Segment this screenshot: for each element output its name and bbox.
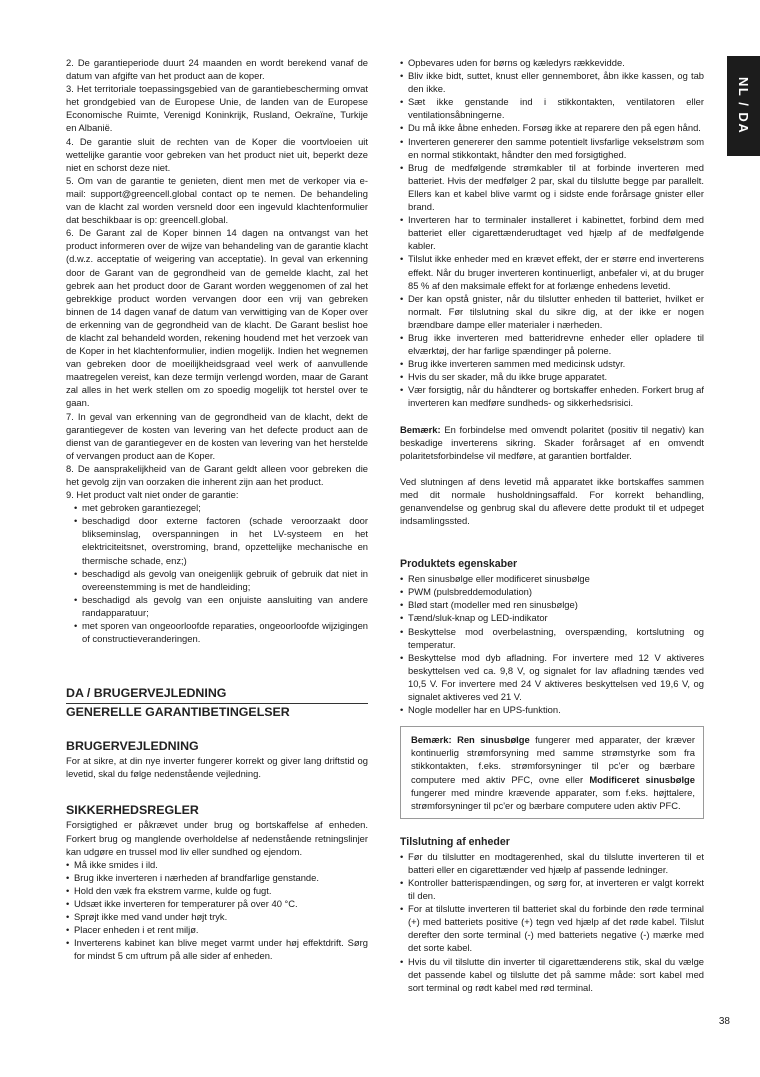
feature-item: • Beskyttelse mod dyb afladning. For invertere med 12 V aktiveres beskyttelsen ved ca. 9,8 V, og signalet for lav afladning tændes ved 10,5 V. For invertere med 24 V aktiveres beskyttelsen ved 19,6 V, og signalet aktiveres ved 21 V. bbox=[400, 651, 704, 703]
note-text: fungerer med mindre krævende apparater, som f.eks. højttalere, strømforsyninger til pc'er og bærbare computere uden aktiv PFC. bbox=[411, 786, 695, 811]
nl-paragraph: 4. De garantie sluit de rechten van de Koper die voortvloeien uit wettelijke garantie voor gebreken van het product niet uit, beperkt deze niet en schorst deze niet. bbox=[66, 135, 368, 173]
safety-item: • Hold den væk fra ekstrem varme, kulde og fugt. bbox=[66, 884, 368, 897]
feature-item: • Blød start (modeller med ren sinusbølge) bbox=[400, 598, 704, 611]
safety-item: • Opbevares uden for børns og kæledyrs rækkevidde. bbox=[400, 56, 704, 69]
polarity-label: Bemærk: bbox=[400, 423, 441, 435]
nl-exclusion-item: • met gebroken garantiezegel; bbox=[66, 501, 368, 514]
manual-title: BRUGERVEJLEDNING bbox=[66, 739, 199, 754]
feature-item: • Ren sinusbølge eller modificeret sinusbølge bbox=[400, 572, 704, 585]
nl-exclusion-item: • beschadigd als gevolg van een onjuiste aansluiting van andere randapparatuur; bbox=[66, 593, 368, 619]
safety-item: • Hvis du ser skader, må du ikke bruge apparatet. bbox=[400, 370, 704, 383]
safety-item: • Må ikke smides i ild. bbox=[66, 858, 368, 871]
safety-item: • Der kan opstå gnister, når du tilslutter enheden til batteriet, hvilket er normalt. Før tilslutning skal du sikre dig, at der ikke er nogen brændbare dampe eller materialer i nærheden. bbox=[400, 292, 704, 331]
language-tab bbox=[727, 56, 760, 156]
safety-item: • Placer enheden i et rent miljø. bbox=[66, 923, 368, 936]
nl-paragraph: 7. In geval van erkenning van de gegrondheid van de klacht, dekt de garantiegever de kosten van levering van het defecte product aan de dienst van de garantiegever en de kosten van levering van het herstelde of vervangen product aan de Koper. bbox=[66, 410, 368, 461]
connection-item: • Før du tilslutter en modtagerenhed, skal du tilslutte inverteren til et batteri eller en cigarettænder ved hjælp af passende ledninger. bbox=[400, 850, 704, 876]
left-column bbox=[66, 56, 368, 962]
polarity-note bbox=[400, 423, 704, 462]
safety-item: • Brug de medfølgende strømkabler til at forbinde inverteren med batteriet. Hvis der medfølger 2 par, skal du tilslutte begge par parallelt. Ellers kan et kabel blive varmt og i sidste ende forårsage gnister eller brand. bbox=[400, 161, 704, 213]
safety-item: • Inverterens kabinet kan blive meget varmt under høj effektdrift. Sørg for mindst 5 cm uftrum på alle sider af enheden. bbox=[66, 936, 368, 962]
safety-item: • Inverteren genererer den samme potentielt livsfarlige vekselstrøm som en normal stikkontakt, håndter den med forsigtighed. bbox=[400, 135, 704, 161]
safety-intro: Forsigtighed er påkrævet under brug og bortskaffelse af enheden. Forkert brug og manglende overholdelse af nedenstående retningslinjer kan udgøre en trussel mod liv eller sundhed og ejendom. bbox=[66, 819, 368, 857]
connection-item: • Kontroller batterispændingen, og sørg for, at inverteren er valgt korrekt til den. bbox=[400, 876, 704, 902]
nl-paragraph: 3. Het territoriale toepassingsgebied van de garantiebescherming omvat het grondgebied van de Europese Unie, de landen van de Europese Economische Ruimte, Verenigd Koninkrijk, Rusland, Oekraïne, Turkije en Albanië. bbox=[66, 83, 368, 134]
language-tab-label: NL / DA bbox=[736, 77, 751, 135]
nl-paragraph: 9. Het product valt niet onder de garantie: bbox=[66, 489, 239, 501]
nl-paragraph: 6. De Garant zal de Koper binnen 14 dagen na ontvangst van het product informeren over de wijze van behandeling van de garantie klacht (d.w.z. acceptatie of weigering van acceptatie). In geval van erkenning door de Garant van de gegrondheid van de gemelde klacht, zal het gebrek aan het product door de Garant worden weggenomen of zal het gebrekkige product worden vervangen door een vrij van gebreken binnen de 14 dagen vanaf de datum van verwittiging van de Koper over de erkenning van de gegrondheid van de klacht. De Garant beslist hoe de klacht zal behandeld worden, rekening houdend met het verzoek van de Koper in het klachtenformulier, indien mogelijk. Indien het wegnemen van gebreken door de moeilijkheidsgraad veel werk of aanvullende maatregelen vereist, kan deze termijn verlengd worden, maar de Garant zal alles in het werk stellen om zo spoedig mogelijk tot herstel over te gaan. bbox=[66, 227, 368, 409]
warranty-title: GENERELLE GARANTIBETINGELSER bbox=[66, 705, 290, 720]
safety-item: • Brug ikke inverteren med batteridrevne enheder eller opladere til elværktøj, der har farlige spændinger på polerne. bbox=[400, 331, 704, 357]
feature-item: • Tænd/sluk-knap og LED-indikator bbox=[400, 611, 704, 624]
connection-item: • For at tilslutte inverteren til batteriet skal du forbinde den røde terminal (+) med batteriets positive (+) tegn ved hjælp af det røde kabel. Tilslut derefter den sorte terminal (-) med batteriets negative (-) mærke med det sorte kabel. bbox=[400, 902, 704, 954]
nl-paragraph: 2. De garantieperiode duurt 24 maanden en wordt berekend vanaf de datum van afgifte van het product aan de koper. bbox=[66, 57, 368, 82]
note-label: Bemærk: Ren sinusbølge bbox=[411, 734, 530, 746]
nl-paragraph: 8. De aansprakelijkheid van de Garant geldt alleen voor gebreken die het gevolg zijn van oorzaken die inherent zijn aan het product. bbox=[66, 462, 368, 487]
page-number: 38 bbox=[718, 1016, 730, 1027]
safety-item: • Sprøjt ikke med vand under højt tryk. bbox=[66, 910, 368, 923]
polarity-text: En forbindelse med omvendt polaritet (positiv til negativ) kan beskadige inverterens sikring. Skader forårsaget af en omvendt polaritetsforbindelse vil medføre, at garantien bortfalder. bbox=[400, 423, 704, 461]
nl-paragraph: 5. Om van de garantie te genieten, dient men met de verkoper via e-mail: support@greencell.global contact op te nemen. De behandeling van de klacht zal worden versneld door een ingevuld klachtenformulier dat beschikbaar is op: greencell.global. bbox=[66, 174, 368, 226]
nl-exclusion-item: • met sporen van ongeoorloofde reparaties, ongeoorloofde wijzigingen of constructieveranderingen. bbox=[66, 619, 368, 645]
feature-item: • PWM (pulsbreddemodulation) bbox=[400, 585, 704, 598]
safety-item: • Brug ikke inverteren i nærheden af brandfarlige genstande. bbox=[66, 871, 368, 884]
manual-text: For at sikre, at din nye inverter fungerer korrekt og giver lang driftstid og levetid, skal du følge nedenstående vejledning. bbox=[66, 755, 368, 780]
safety-item: • Bliv ikke bidt, suttet, knust eller gennemboret, åbn ikke kassen, og tab den ikke. bbox=[400, 69, 704, 95]
note-label-modified: Modificeret sinusbølge bbox=[589, 773, 695, 785]
disposal-text: Ved slutningen af dens levetid må apparatet ikke bortskaffes sammen med dit normale husholdningsaffald. For korrekt behandling, genanvendelse og genbrug skal du aflevere dette produkt til et udpeget indsamlingssted. bbox=[400, 475, 704, 527]
da-section-title: DA / BRUGERVEJLEDNING bbox=[66, 685, 368, 704]
sine-wave-note-box bbox=[400, 726, 704, 819]
note-text: fungerer med apparater, der kræver kontinuerlig strømforsyning med samme strømstyrke som fra stikkontakten, f.eks. strømforsyninger til pc'er og bærbare computere med aktiv PFC, ovne eller bbox=[411, 734, 695, 785]
feature-item: • Nogle modeller har en UPS-funktion. bbox=[400, 703, 704, 716]
safety-item: • Inverteren har to terminaler installeret i kabinettet, forbind dem med batteriet eller cigarettænderudtaget ved hjælp af de medfølgende kabler. bbox=[400, 213, 704, 252]
right-column bbox=[400, 56, 704, 994]
nl-exclusion-item: • beschadigd door externe factoren (schade veroorzaakt door blikseminslag, overspanningen in het LV-systeem en het elektriciteitsnet, overstroming, brand, opzettelijke mechanische en thermische schade, enz;) bbox=[66, 514, 368, 566]
safety-item: • Vær forsigtig, når du håndterer og bortskaffer enheden. Forkert brug af inverteren kan medføre sundheds- og sikkerhedsrisici. bbox=[400, 383, 704, 409]
safety-item: • Brug ikke inverteren sammen med medicinsk udstyr. bbox=[400, 357, 704, 370]
features-title: Produktets egenskaber bbox=[400, 558, 518, 571]
connection-item: • Hvis du vil tilslutte din inverter til cigarettænderens stik, skal du vælge det passende kabel og tilslutte det på samme måde: sort kabel med sort terminal og rødt kabel med rød terminal. bbox=[400, 955, 704, 994]
safety-item: • Tilslut ikke enheder med en krævet effekt, der er større end inverterens effekt. Når du bruger inverteren kontinuerligt, anbefaler vi, at du bruger 85 % af den maksimale effekt for at forlænge enhedens levetid. bbox=[400, 252, 704, 291]
safety-item: • Udsæt ikke inverteren for temperaturer på over 40 °C. bbox=[66, 897, 368, 910]
safety-title: SIKKERHEDSREGLER bbox=[66, 803, 199, 818]
safety-item: • Du må ikke åbne enheden. Forsøg ikke at reparere den på egen hånd. bbox=[400, 121, 704, 134]
connection-title: Tilslutning af enheder bbox=[400, 835, 510, 848]
nl-exclusion-item: • beschadigd als gevolg van oneigenlijk gebruik of gebruik dat niet in overeenstemming is met de handleiding; bbox=[66, 567, 368, 593]
safety-item: • Sæt ikke genstande ind i stikkontakten, ventilatoren eller ventilationsåbningerne. bbox=[400, 95, 704, 121]
feature-item: • Beskyttelse mod overbelastning, overspænding, kortslutning og temperatur. bbox=[400, 625, 704, 651]
